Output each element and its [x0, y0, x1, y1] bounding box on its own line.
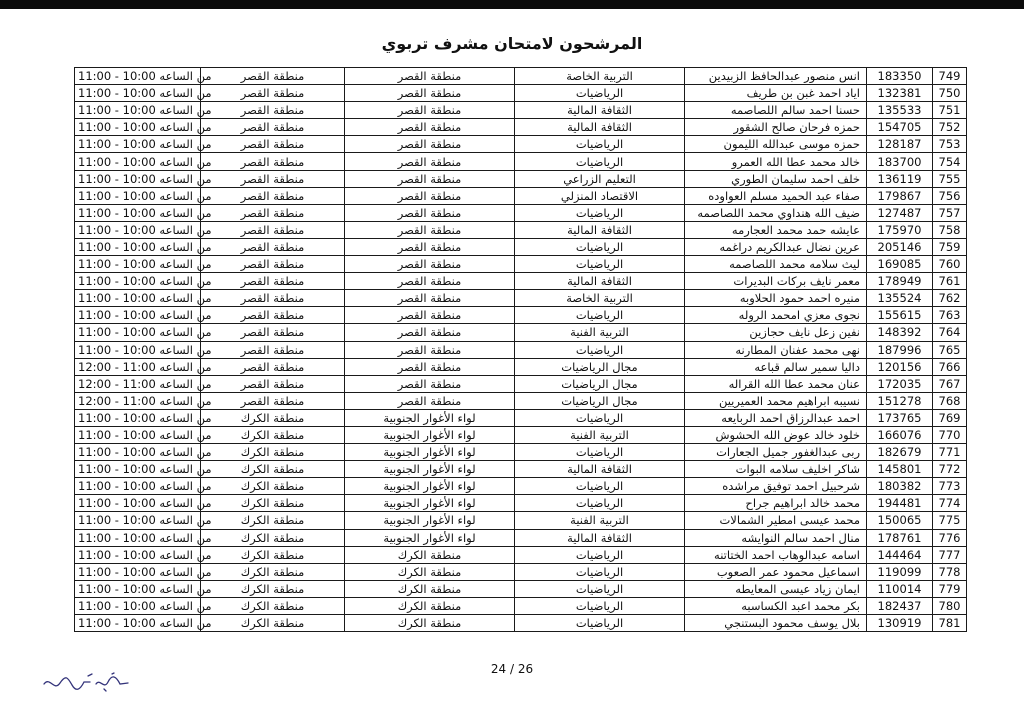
serial-number-cell: 752: [933, 119, 967, 136]
serial-number-cell: 775: [933, 512, 967, 529]
directorate-cell: لواء الأغوار الجنوبية: [345, 461, 515, 478]
exam-time-cell: من الساعه 10:00 - 11:00: [75, 273, 201, 290]
exam-location-cell: منطقة القصر: [201, 273, 345, 290]
directorate-cell: منطقة القصر: [345, 204, 515, 221]
candidate-name-cell: عايشه حمد محمد العجارمه: [685, 221, 867, 238]
specialization-cell: الاقتصاد المنزلي: [515, 187, 685, 204]
serial-number-cell: 758: [933, 221, 967, 238]
candidate-name-cell: اياد احمد غبن بن طريف: [685, 85, 867, 102]
serial-number-cell: 749: [933, 68, 967, 85]
candidate-id-cell: 130919: [867, 615, 933, 632]
specialization-cell: الثقافة المالية: [515, 273, 685, 290]
directorate-cell: لواء الأغوار الجنوبية: [345, 529, 515, 546]
candidate-id-cell: 148392: [867, 324, 933, 341]
exam-location-cell: منطقة القصر: [201, 170, 345, 187]
directorate-cell: منطقة القصر: [345, 187, 515, 204]
table-row: [75, 461, 967, 478]
serial-number-cell: 751: [933, 102, 967, 119]
candidate-id-cell: 110014: [867, 580, 933, 597]
table-row: [75, 170, 967, 187]
candidate-id-cell: 183350: [867, 68, 933, 85]
exam-time-cell: من الساعه 10:00 - 11:00: [75, 307, 201, 324]
specialization-cell: التعليم الزراعي: [515, 170, 685, 187]
candidate-name-cell: بكر محمد اعبد الكساسبه: [685, 597, 867, 614]
exam-location-cell: منطقة القصر: [201, 187, 345, 204]
candidate-name-cell: داليا سمير سالم قباعه: [685, 358, 867, 375]
exam-time-cell: من الساعه 10:00 - 11:00: [75, 426, 201, 443]
directorate-cell: منطقة القصر: [345, 256, 515, 273]
table-row: [75, 358, 967, 375]
table-row: [75, 324, 967, 341]
candidate-id-cell: 182679: [867, 444, 933, 461]
specialization-cell: التربية الخاصة: [515, 68, 685, 85]
table-row: [75, 563, 967, 580]
exam-location-cell: منطقة القصر: [201, 102, 345, 119]
candidate-id-cell: 151278: [867, 392, 933, 409]
exam-time-cell: من الساعه 10:00 - 11:00: [75, 102, 201, 119]
exam-time-cell: من الساعه 10:00 - 11:00: [75, 136, 201, 153]
directorate-cell: منطقة الكرك: [345, 615, 515, 632]
specialization-cell: الرياضيات: [515, 546, 685, 563]
exam-time-cell: من الساعه 10:00 - 11:00: [75, 444, 201, 461]
serial-number-cell: 750: [933, 85, 967, 102]
exam-time-cell: من الساعه 10:00 - 11:00: [75, 187, 201, 204]
candidate-name-cell: معمر نايف بركات البديرات: [685, 273, 867, 290]
serial-number-cell: 771: [933, 444, 967, 461]
exam-location-cell: منطقة القصر: [201, 392, 345, 409]
serial-number-cell: 765: [933, 341, 967, 358]
page-number: 24 / 26: [490, 662, 534, 676]
directorate-cell: لواء الأغوار الجنوبية: [345, 444, 515, 461]
specialization-cell: التربية الخاصة: [515, 290, 685, 307]
exam-time-cell: من الساعه 10:00 - 11:00: [75, 597, 201, 614]
specialization-cell: التربية الفنية: [515, 426, 685, 443]
exam-time-cell: من الساعه 10:00 - 11:00: [75, 341, 201, 358]
serial-number-cell: 760: [933, 256, 967, 273]
table-row: [75, 375, 967, 392]
table-row: [75, 204, 967, 221]
table-row: [75, 290, 967, 307]
table-row: [75, 392, 967, 409]
table-row: [75, 546, 967, 563]
candidate-name-cell: ليث سلامه محمد اللصاصمه: [685, 256, 867, 273]
specialization-cell: الثقافة المالية: [515, 221, 685, 238]
table-row: [75, 426, 967, 443]
directorate-cell: منطقة القصر: [345, 324, 515, 341]
specialization-cell: الرياضيات: [515, 307, 685, 324]
exam-location-cell: منطقة الكرك: [201, 478, 345, 495]
exam-location-cell: منطقة القصر: [201, 119, 345, 136]
serial-number-cell: 779: [933, 580, 967, 597]
exam-time-cell: من الساعه 11:00 - 12:00: [75, 375, 201, 392]
serial-number-cell: 770: [933, 426, 967, 443]
candidate-id-cell: 135533: [867, 102, 933, 119]
candidate-id-cell: 169085: [867, 256, 933, 273]
directorate-cell: لواء الأغوار الجنوبية: [345, 426, 515, 443]
specialization-cell: الثقافة المالية: [515, 102, 685, 119]
candidate-name-cell: منال احمد سالم النوايشه: [685, 529, 867, 546]
specialization-cell: الرياضيات: [515, 580, 685, 597]
directorate-cell: منطقة القصر: [345, 307, 515, 324]
candidate-id-cell: 194481: [867, 495, 933, 512]
exam-location-cell: منطقة القصر: [201, 136, 345, 153]
candidate-id-cell: 127487: [867, 204, 933, 221]
table-row: [75, 495, 967, 512]
specialization-cell: الرياضيات: [515, 409, 685, 426]
candidate-id-cell: 155615: [867, 307, 933, 324]
candidate-id-cell: 166076: [867, 426, 933, 443]
exam-location-cell: منطقة الكرك: [201, 563, 345, 580]
exam-location-cell: منطقة القصر: [201, 238, 345, 255]
exam-location-cell: منطقة القصر: [201, 153, 345, 170]
table-row: [75, 512, 967, 529]
specialization-cell: الثقافة المالية: [515, 529, 685, 546]
exam-time-cell: من الساعه 10:00 - 11:00: [75, 68, 201, 85]
serial-number-cell: 766: [933, 358, 967, 375]
candidate-name-cell: عنان محمد عطا الله القراله: [685, 375, 867, 392]
directorate-cell: منطقة القصر: [345, 392, 515, 409]
specialization-cell: الرياضيات: [515, 478, 685, 495]
table-row: [75, 68, 967, 85]
table-row: [75, 221, 967, 238]
exam-location-cell: منطقة الكرك: [201, 546, 345, 563]
directorate-cell: منطقة القصر: [345, 85, 515, 102]
specialization-cell: الرياضيات: [515, 136, 685, 153]
handwritten-signature: [42, 670, 132, 700]
candidate-id-cell: 179867: [867, 187, 933, 204]
exam-time-cell: من الساعه 10:00 - 11:00: [75, 512, 201, 529]
directorate-cell: منطقة الكرك: [345, 597, 515, 614]
table-row: [75, 409, 967, 426]
exam-location-cell: منطقة القصر: [201, 375, 345, 392]
candidate-id-cell: 132381: [867, 85, 933, 102]
directorate-cell: منطقة القصر: [345, 238, 515, 255]
directorate-cell: منطقة القصر: [345, 221, 515, 238]
table-row: [75, 153, 967, 170]
specialization-cell: الثقافة المالية: [515, 461, 685, 478]
serial-number-cell: 772: [933, 461, 967, 478]
directorate-cell: منطقة القصر: [345, 170, 515, 187]
candidate-id-cell: 178761: [867, 529, 933, 546]
exam-time-cell: من الساعه 10:00 - 11:00: [75, 256, 201, 273]
exam-time-cell: من الساعه 10:00 - 11:00: [75, 119, 201, 136]
specialization-cell: التربية الفنية: [515, 512, 685, 529]
directorate-cell: منطقة القصر: [345, 375, 515, 392]
specialization-cell: التربية الفنية: [515, 324, 685, 341]
exam-time-cell: من الساعه 10:00 - 11:00: [75, 615, 201, 632]
directorate-cell: منطقة القصر: [345, 341, 515, 358]
table-row: [75, 256, 967, 273]
candidate-id-cell: 119099: [867, 563, 933, 580]
table-row: [75, 119, 967, 136]
candidate-id-cell: 154705: [867, 119, 933, 136]
table-row: [75, 273, 967, 290]
candidate-name-cell: ضيف الله هنداوي محمد اللصاصمه: [685, 204, 867, 221]
directorate-cell: منطقة الكرك: [345, 563, 515, 580]
exam-location-cell: منطقة القصر: [201, 204, 345, 221]
candidate-name-cell: اسماعيل محمود عمر الصعوب: [685, 563, 867, 580]
serial-number-cell: 761: [933, 273, 967, 290]
exam-location-cell: منطقة القصر: [201, 307, 345, 324]
candidates-table: [74, 67, 967, 632]
candidate-id-cell: 180382: [867, 478, 933, 495]
serial-number-cell: 781: [933, 615, 967, 632]
candidate-name-cell: خلف احمد سليمان الطوري: [685, 170, 867, 187]
exam-location-cell: منطقة الكرك: [201, 529, 345, 546]
candidate-id-cell: 173765: [867, 409, 933, 426]
specialization-cell: الرياضيات: [515, 238, 685, 255]
exam-time-cell: من الساعه 10:00 - 11:00: [75, 546, 201, 563]
candidate-id-cell: 136119: [867, 170, 933, 187]
candidate-name-cell: نفين زعل نايف حجازين: [685, 324, 867, 341]
table-row: [75, 580, 967, 597]
table-row: [75, 307, 967, 324]
candidate-id-cell: 175970: [867, 221, 933, 238]
directorate-cell: منطقة القصر: [345, 102, 515, 119]
exam-location-cell: منطقة الكرك: [201, 580, 345, 597]
serial-number-cell: 776: [933, 529, 967, 546]
exam-time-cell: من الساعه 10:00 - 11:00: [75, 563, 201, 580]
exam-time-cell: من الساعه 10:00 - 11:00: [75, 290, 201, 307]
exam-time-cell: من الساعه 10:00 - 11:00: [75, 238, 201, 255]
table-row: [75, 136, 967, 153]
candidate-name-cell: اسامه عبدالوهاب احمد الختاتنه: [685, 546, 867, 563]
exam-time-cell: من الساعه 10:00 - 11:00: [75, 170, 201, 187]
directorate-cell: لواء الأغوار الجنوبية: [345, 409, 515, 426]
candidate-id-cell: 182437: [867, 597, 933, 614]
table-row: [75, 615, 967, 632]
candidate-name-cell: نجوى معزي امحمد الروله: [685, 307, 867, 324]
directorate-cell: منطقة القصر: [345, 153, 515, 170]
candidate-name-cell: خالد محمد عطا الله العمرو: [685, 153, 867, 170]
candidate-name-cell: شرحبيل احمد توفيق مراشده: [685, 478, 867, 495]
directorate-cell: لواء الأغوار الجنوبية: [345, 512, 515, 529]
exam-location-cell: منطقة القصر: [201, 221, 345, 238]
candidate-id-cell: 172035: [867, 375, 933, 392]
candidates-table-body: [75, 68, 967, 632]
exam-time-cell: من الساعه 10:00 - 11:00: [75, 580, 201, 597]
exam-location-cell: منطقة الكرك: [201, 409, 345, 426]
exam-time-cell: من الساعه 10:00 - 11:00: [75, 85, 201, 102]
exam-location-cell: منطقة الكرك: [201, 461, 345, 478]
exam-time-cell: من الساعه 10:00 - 11:00: [75, 529, 201, 546]
candidate-name-cell: حسنا احمد سالم اللصاصمه: [685, 102, 867, 119]
exam-location-cell: منطقة القصر: [201, 324, 345, 341]
exam-location-cell: منطقة الكرك: [201, 597, 345, 614]
exam-location-cell: منطقة الكرك: [201, 444, 345, 461]
exam-location-cell: منطقة القصر: [201, 341, 345, 358]
exam-location-cell: منطقة الكرك: [201, 615, 345, 632]
exam-location-cell: منطقة القصر: [201, 290, 345, 307]
candidate-id-cell: 178949: [867, 273, 933, 290]
candidate-id-cell: 187996: [867, 341, 933, 358]
serial-number-cell: 753: [933, 136, 967, 153]
exam-location-cell: منطقة الكرك: [201, 512, 345, 529]
specialization-cell: الثقافة المالية: [515, 119, 685, 136]
candidate-name-cell: حمزه فرحان صالح الشقور: [685, 119, 867, 136]
directorate-cell: لواء الأغوار الجنوبية: [345, 495, 515, 512]
serial-number-cell: 757: [933, 204, 967, 221]
serial-number-cell: 777: [933, 546, 967, 563]
directorate-cell: منطقة القصر: [345, 136, 515, 153]
exam-time-cell: من الساعه 10:00 - 11:00: [75, 153, 201, 170]
specialization-cell: الرياضيات: [515, 153, 685, 170]
candidate-name-cell: محمد خالد ابراهيم جراح: [685, 495, 867, 512]
candidate-id-cell: 135524: [867, 290, 933, 307]
exam-location-cell: منطقة القصر: [201, 85, 345, 102]
candidate-name-cell: شاكر اخليف سلامه البوات: [685, 461, 867, 478]
directorate-cell: منطقة القصر: [345, 68, 515, 85]
specialization-cell: الرياضيات: [515, 615, 685, 632]
serial-number-cell: 769: [933, 409, 967, 426]
candidate-id-cell: 183700: [867, 153, 933, 170]
candidate-id-cell: 144464: [867, 546, 933, 563]
exam-location-cell: منطقة القصر: [201, 256, 345, 273]
candidate-name-cell: محمد عيسى امطير الشمالات: [685, 512, 867, 529]
directorate-cell: منطقة القصر: [345, 119, 515, 136]
exam-time-cell: من الساعه 11:00 - 12:00: [75, 358, 201, 375]
candidate-name-cell: نهى محمد عفنان المطارنه: [685, 341, 867, 358]
page-top-border: [0, 0, 1024, 9]
table-row: [75, 529, 967, 546]
exam-time-cell: من الساعه 10:00 - 11:00: [75, 324, 201, 341]
directorate-cell: منطقة القصر: [345, 290, 515, 307]
specialization-cell: الرياضيات: [515, 256, 685, 273]
specialization-cell: الرياضيات: [515, 495, 685, 512]
exam-time-cell: من الساعه 10:00 - 11:00: [75, 478, 201, 495]
candidate-id-cell: 128187: [867, 136, 933, 153]
candidate-name-cell: خلود خالد عوض الله الحشوش: [685, 426, 867, 443]
specialization-cell: مجال الرياضيات: [515, 358, 685, 375]
exam-location-cell: منطقة القصر: [201, 68, 345, 85]
candidate-name-cell: نسيبه ابراهيم محمد العميريين: [685, 392, 867, 409]
exam-time-cell: من الساعه 10:00 - 11:00: [75, 221, 201, 238]
specialization-cell: مجال الرياضيات: [515, 375, 685, 392]
exam-location-cell: منطقة الكرك: [201, 495, 345, 512]
table-row: [75, 478, 967, 495]
serial-number-cell: 756: [933, 187, 967, 204]
directorate-cell: منطقة الكرك: [345, 580, 515, 597]
candidate-id-cell: 205146: [867, 238, 933, 255]
exam-location-cell: منطقة الكرك: [201, 426, 345, 443]
serial-number-cell: 754: [933, 153, 967, 170]
candidate-name-cell: بلال يوسف محمود البستنجي: [685, 615, 867, 632]
specialization-cell: الرياضيات: [515, 204, 685, 221]
candidate-name-cell: صفاء عبد الحميد مسلم العواوده: [685, 187, 867, 204]
directorate-cell: لواء الأغوار الجنوبية: [345, 478, 515, 495]
page-title: المرشحون لامتحان مشرف تربوي: [381, 34, 643, 53]
specialization-cell: مجال الرياضيات: [515, 392, 685, 409]
exam-time-cell: من الساعه 10:00 - 11:00: [75, 409, 201, 426]
candidate-name-cell: عرين نضال عبدالكريم دراغمه: [685, 238, 867, 255]
exam-time-cell: من الساعه 10:00 - 11:00: [75, 461, 201, 478]
directorate-cell: منطقة الكرك: [345, 546, 515, 563]
table-row: [75, 187, 967, 204]
candidate-id-cell: 145801: [867, 461, 933, 478]
serial-number-cell: 773: [933, 478, 967, 495]
candidate-name-cell: ربى عبدالغفور جميل الجعارات: [685, 444, 867, 461]
serial-number-cell: 774: [933, 495, 967, 512]
serial-number-cell: 768: [933, 392, 967, 409]
directorate-cell: منطقة القصر: [345, 358, 515, 375]
specialization-cell: الرياضيات: [515, 563, 685, 580]
serial-number-cell: 778: [933, 563, 967, 580]
serial-number-cell: 755: [933, 170, 967, 187]
exam-time-cell: من الساعه 10:00 - 11:00: [75, 495, 201, 512]
candidate-name-cell: حمزه موسى عبدالله الليمون: [685, 136, 867, 153]
candidate-name-cell: ايمان زياد عيسى المعايطه: [685, 580, 867, 597]
exam-time-cell: من الساعه 10:00 - 11:00: [75, 204, 201, 221]
serial-number-cell: 763: [933, 307, 967, 324]
serial-number-cell: 780: [933, 597, 967, 614]
table-row: [75, 85, 967, 102]
signature-scribble: [42, 670, 132, 696]
candidate-id-cell: 150065: [867, 512, 933, 529]
serial-number-cell: 764: [933, 324, 967, 341]
candidate-name-cell: انس منصور عبدالحافظ الزبيدين: [685, 68, 867, 85]
exam-time-cell: من الساعه 11:00 - 12:00: [75, 392, 201, 409]
directorate-cell: منطقة القصر: [345, 273, 515, 290]
serial-number-cell: 759: [933, 238, 967, 255]
candidate-name-cell: منيره احمد حمود الحلاوبه: [685, 290, 867, 307]
serial-number-cell: 762: [933, 290, 967, 307]
table-row: [75, 238, 967, 255]
candidate-id-cell: 120156: [867, 358, 933, 375]
serial-number-cell: 767: [933, 375, 967, 392]
table-row: [75, 102, 967, 119]
candidate-name-cell: احمد عبدالرزاق احمد الربايعه: [685, 409, 867, 426]
table-row: [75, 597, 967, 614]
exam-location-cell: منطقة القصر: [201, 358, 345, 375]
table-row: [75, 341, 967, 358]
specialization-cell: الرياضيات: [515, 444, 685, 461]
specialization-cell: الرياضيات: [515, 85, 685, 102]
table-row: [75, 444, 967, 461]
specialization-cell: الرياضيات: [515, 597, 685, 614]
specialization-cell: الرياضيات: [515, 341, 685, 358]
